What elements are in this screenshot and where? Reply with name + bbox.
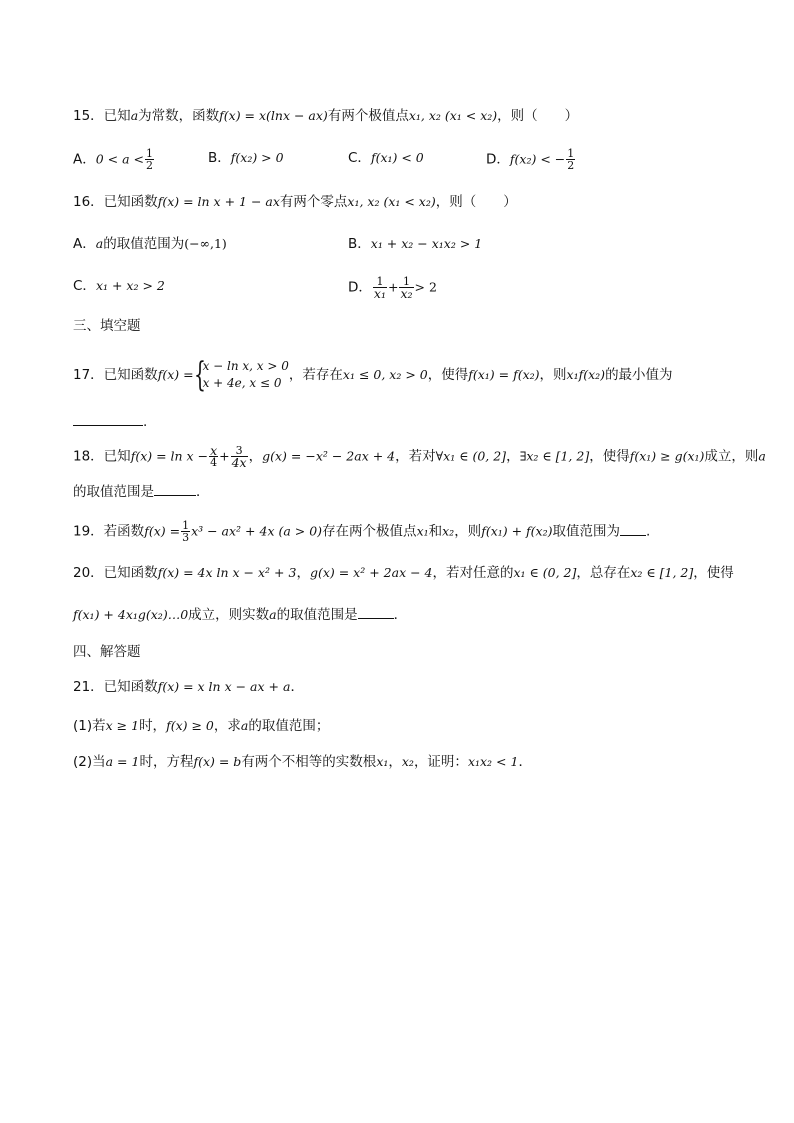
q15-prefix: 15．已知 bbox=[73, 108, 131, 124]
q21-p2-prefix: (2)当 bbox=[73, 754, 106, 770]
q15-option-d-label: D． bbox=[486, 151, 510, 168]
q18-frac2-num: 3 bbox=[231, 445, 248, 457]
q16-option-d-f1-den: x₁ bbox=[373, 286, 386, 301]
q21-p2-mid3: ，证明： bbox=[413, 754, 468, 770]
q19-tail: . bbox=[646, 523, 651, 540]
q18-frac2-den: 4x bbox=[231, 455, 247, 470]
q20-stem bbox=[73, 563, 734, 583]
q19-x2: x₂ bbox=[442, 523, 455, 539]
q17-equation: f(x₁) = f(x₂) bbox=[468, 367, 540, 382]
q16-option-d-f2-num: 1 bbox=[399, 276, 413, 288]
q17-answer-blank[interactable] bbox=[73, 413, 143, 426]
q21-suffix: ． bbox=[290, 679, 304, 695]
q16-function: f(x) = ln x + 1 − ax bbox=[157, 194, 280, 209]
q17-function: f(x) = bbox=[157, 367, 194, 382]
q20-sep: ， bbox=[296, 565, 310, 581]
q19-suffix: 取值范围为 bbox=[552, 523, 620, 540]
q21-p1-mid: 时， bbox=[139, 718, 167, 734]
q17-case1: x − ln x, x > 0 bbox=[202, 359, 289, 373]
q15-option-d-den: 2 bbox=[567, 159, 575, 172]
q15-option-d-fraction bbox=[566, 148, 575, 171]
q19-mid: 存在两个极值点 bbox=[322, 523, 417, 540]
q18-answer-blank[interactable] bbox=[154, 483, 196, 496]
q16-option-b-label: B． bbox=[348, 236, 371, 252]
q21-p2-x1: x₁ bbox=[376, 754, 389, 769]
q16-option-d-fraction2 bbox=[399, 276, 413, 299]
q16-option-a-var: a bbox=[95, 236, 104, 251]
q18-sep: ， bbox=[248, 448, 263, 465]
q20-f-expr: f(x) = 4x ln x − x² + 3 bbox=[157, 565, 297, 580]
q16-option-d-tail: > 2 bbox=[414, 279, 437, 295]
q18-line2 bbox=[73, 482, 210, 502]
q17-case2: x + 4e, x ≤ 0 bbox=[202, 376, 282, 390]
q15-option-a-fraction bbox=[145, 148, 154, 171]
q17-prefix: 17．已知函数 bbox=[73, 367, 158, 383]
q16-option-d-label: D． bbox=[348, 279, 372, 296]
q17-piecewise bbox=[193, 355, 289, 395]
q18-stem bbox=[73, 445, 766, 468]
q17-suffix: 的最小值为 bbox=[605, 367, 673, 383]
q21-p1-mid2: ，求 bbox=[213, 718, 241, 734]
q20-suffix: ，使得 bbox=[693, 565, 734, 581]
q18-mid3: 成立，则 bbox=[704, 448, 759, 465]
q15-option-a-num: 1 bbox=[146, 147, 154, 160]
q15-stem bbox=[73, 106, 578, 126]
q21-p2-sep: ， bbox=[388, 754, 402, 770]
q18-frac2 bbox=[231, 445, 248, 468]
q15-option-c bbox=[348, 148, 424, 168]
q18-f-part1: f(x) = ln x − bbox=[130, 448, 209, 464]
q18-line2-text: 的取值范围是 bbox=[73, 484, 154, 500]
q18-exists: ∃x₂ ∈ [1, 2] bbox=[519, 448, 590, 464]
q16-option-d-plus: + bbox=[387, 279, 399, 295]
q15-option-a bbox=[73, 148, 155, 171]
q16-option-c bbox=[73, 276, 165, 296]
q21-f-expr: f(x) = x ln x − ax + a bbox=[157, 679, 291, 694]
q19-frac-den: 3 bbox=[182, 531, 190, 544]
q15-option-d bbox=[486, 148, 576, 171]
q15-option-b-label: B． bbox=[208, 150, 231, 166]
q20-forall: x₁ ∈ (0, 2] bbox=[513, 565, 577, 580]
q18-frac1-den: 4 bbox=[210, 456, 218, 469]
q15-option-a-label: A． bbox=[73, 151, 96, 168]
q21-p1-prefix: (1)若 bbox=[73, 718, 106, 734]
q19-answer-blank[interactable] bbox=[620, 523, 646, 536]
q15-var-a: a bbox=[130, 108, 139, 123]
q20-mid: ，若对任意的 bbox=[432, 565, 514, 581]
q17-brace: { bbox=[193, 355, 206, 395]
q15-option-d-num: 1 bbox=[567, 147, 575, 160]
q21-p1-var: a bbox=[240, 718, 249, 733]
q18-tail: ． bbox=[196, 484, 210, 500]
q16-points: x₁, x₂ (x₁ < x₂) bbox=[347, 194, 436, 209]
q16-suffix: ，则（ ） bbox=[435, 194, 517, 210]
q19-x1: x₁ bbox=[416, 523, 429, 539]
q15-suffix: ，则（ ） bbox=[497, 108, 579, 124]
q16-option-d-fraction1 bbox=[373, 276, 387, 299]
q15-mid: 为常数，函数 bbox=[138, 108, 220, 124]
q21-p1-ineq: f(x) ≥ 0 bbox=[166, 718, 214, 733]
q18-sep2: ， bbox=[506, 448, 520, 465]
q16-mid: 有两个零点 bbox=[279, 194, 348, 210]
q21-part1 bbox=[73, 716, 329, 736]
q15-option-a-expr: 0 < a < bbox=[95, 151, 145, 167]
q18-frac1 bbox=[209, 445, 218, 468]
q20-prefix: 20．已知函数 bbox=[73, 565, 158, 581]
q19-prefix: 19．若函数 bbox=[73, 523, 145, 540]
q20-tail: ． bbox=[393, 607, 408, 623]
q21-p2-eq: f(x) = b bbox=[193, 754, 242, 769]
q15-points: x₁, x₂ (x₁ < x₂) bbox=[408, 108, 498, 123]
q18-frac1-num: x bbox=[210, 443, 218, 458]
q17-condition: x₁ ≤ 0, x₂ > 0 bbox=[342, 367, 428, 382]
q17-tail: . bbox=[143, 414, 148, 430]
q21-p2-tail: ． bbox=[518, 754, 532, 770]
q17-stem bbox=[73, 355, 673, 395]
q21-p2-mid: 时，方程 bbox=[139, 754, 194, 770]
q15-mid2: 有两个极值点 bbox=[327, 108, 409, 124]
section-3-title: 三、填空题 bbox=[73, 318, 141, 334]
q16-option-b bbox=[348, 234, 482, 254]
q21-part2 bbox=[73, 752, 532, 772]
q15-option-c-expr: f(x₁) < 0 bbox=[370, 150, 424, 165]
q16-option-d-f2-den: x₂ bbox=[400, 286, 413, 301]
q21-p2-x2: x₂ bbox=[401, 754, 414, 769]
q16-option-a-range: (−∞,1) bbox=[184, 236, 227, 251]
q19-and: 和 bbox=[428, 523, 443, 540]
q18-inequality: f(x₁) ≥ g(x₁) bbox=[629, 448, 705, 464]
q20-answer-blank[interactable] bbox=[358, 606, 394, 619]
q20-line2-var: a bbox=[269, 607, 277, 622]
q21-stem bbox=[73, 677, 304, 697]
q17-target: x₁f(x₂) bbox=[566, 367, 606, 382]
q15-option-b-expr: f(x₂) > 0 bbox=[230, 150, 284, 165]
q20-g-expr: g(x) = x² + 2ax − 4 bbox=[309, 565, 433, 580]
q16-stem bbox=[73, 192, 517, 212]
q20-line2 bbox=[73, 605, 407, 625]
q18-forall: ∀x₁ ∈ (0, 2] bbox=[435, 448, 507, 464]
q15-option-d-expr: f(x₂) < − bbox=[509, 151, 566, 167]
q19-sum: f(x₁) + f(x₂) bbox=[481, 523, 553, 539]
q16-option-d-f1-num: 1 bbox=[373, 276, 387, 288]
q16-option-d bbox=[348, 276, 437, 299]
q20-line2-text: 成立，则实数 bbox=[188, 607, 270, 623]
q21-p1-cond: x ≥ 1 bbox=[105, 718, 140, 733]
q19-frac bbox=[181, 520, 190, 543]
q15-option-c-label: C． bbox=[348, 150, 371, 166]
q21-p1-suffix: 的取值范围； bbox=[248, 718, 330, 734]
q19-f-rest: x³ − ax² + 4x (a > 0) bbox=[191, 523, 323, 539]
q20-line2-expr: f(x₁) + 4x₁g(x₂)…0 bbox=[73, 607, 189, 622]
q16-option-c-label: C． bbox=[73, 278, 96, 294]
q16-option-b-expr: x₁ + x₂ − x₁x₂ > 1 bbox=[370, 236, 483, 251]
q18-plus: + bbox=[219, 448, 230, 464]
q16-option-c-expr: x₁ + x₂ > 2 bbox=[95, 278, 165, 293]
q18-mid: ，若对 bbox=[395, 448, 436, 465]
q19-frac-num: 1 bbox=[182, 519, 190, 532]
q17-mid3: ，则 bbox=[539, 367, 567, 383]
q15-option-b bbox=[208, 148, 284, 168]
q18-g-part: g(x) = −x² − 2ax + 4 bbox=[262, 448, 396, 464]
q21-p2-ineq: x₁x₂ < 1 bbox=[467, 754, 519, 769]
q20-exists: x₂ ∈ [1, 2] bbox=[630, 565, 694, 580]
q19-mid2: ，则 bbox=[454, 523, 482, 540]
section-4-title: 四、解答题 bbox=[73, 644, 141, 660]
q20-line2-text2: 的取值范围是 bbox=[276, 607, 358, 623]
q15-function: f(x) = x(lnx − ax) bbox=[219, 108, 328, 123]
q18-mid2: ，使得 bbox=[589, 448, 630, 465]
q19-stem bbox=[73, 520, 650, 543]
q20-mid2: ，总存在 bbox=[576, 565, 631, 581]
q18-prefix: 18．已知 bbox=[73, 448, 131, 465]
q21-prefix: 21．已知函数 bbox=[73, 679, 158, 695]
q16-option-a-text: 的取值范围为 bbox=[103, 236, 185, 252]
q16-option-a-label: A． bbox=[73, 236, 96, 252]
q16-option-a bbox=[73, 234, 227, 254]
q15-option-a-den: 2 bbox=[146, 159, 154, 172]
q17-mid: ，若存在 bbox=[288, 367, 343, 383]
q19-f-lhs: f(x) = bbox=[144, 523, 181, 539]
q16-prefix: 16．已知函数 bbox=[73, 194, 158, 210]
q17-mid2: ，使得 bbox=[427, 367, 469, 383]
q21-p2-mid2: 有两个不相等的实数根 bbox=[241, 754, 377, 770]
q17-answer-line bbox=[73, 412, 147, 432]
q18-var: a bbox=[758, 448, 766, 464]
q21-p2-cond: a = 1 bbox=[105, 754, 140, 769]
